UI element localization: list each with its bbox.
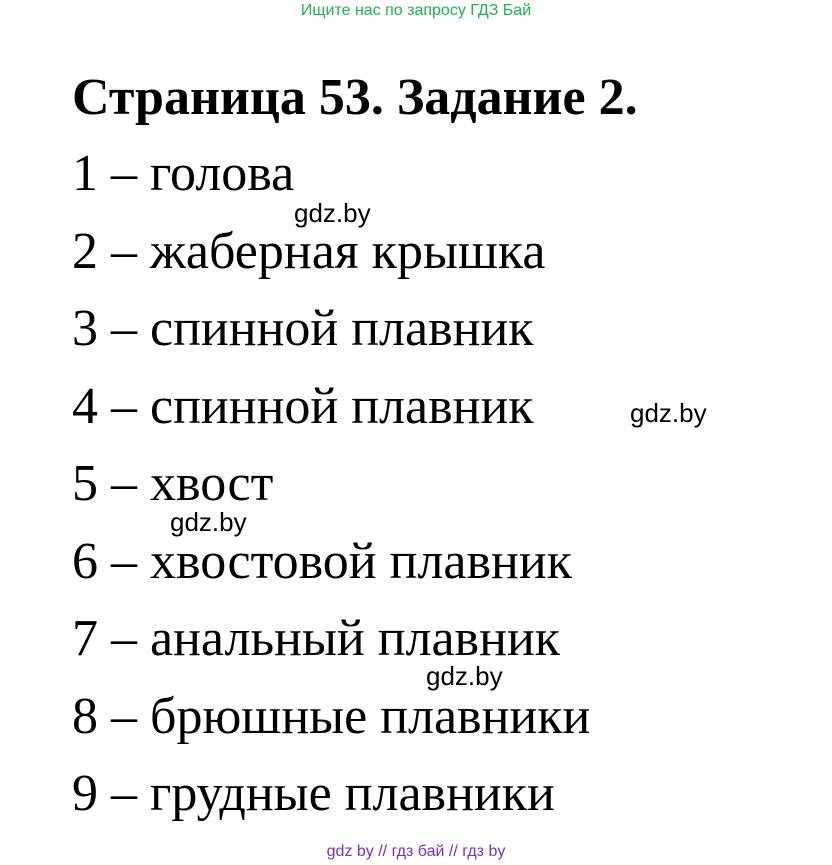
answer-item-3: 3 – спинной плавник	[72, 300, 534, 357]
top-banner-link[interactable]: Ищите нас по запросу ГДЗ Бай	[300, 2, 532, 19]
page-title: Страница 53. Задание 2.	[72, 69, 638, 126]
watermark: gdz.by	[170, 507, 247, 537]
answer-item-7: 7 – анальный плавник	[72, 610, 561, 667]
answer-item-5: 5 – хвост	[72, 455, 274, 512]
answer-item-8: 8 – брюшные плавники	[72, 687, 591, 745]
footer-links[interactable]: gdz by // гдз бай // гдз by	[326, 843, 506, 860]
answer-item-1: 1 – голова	[72, 145, 295, 202]
watermark: gdz.by	[426, 661, 503, 691]
answer-item-2: 2 – жаберная крышка	[72, 222, 546, 280]
answer-list	[72, 142, 590, 840]
watermark: gdz.by	[294, 198, 371, 228]
answer-item-6: 6 – хвостовой плавник	[72, 532, 572, 590]
answer-item-9: 9 – грудные плавники	[72, 765, 555, 822]
answer-item-4: 4 – спинной плавник	[72, 377, 534, 435]
watermark: gdz.by	[630, 398, 707, 428]
